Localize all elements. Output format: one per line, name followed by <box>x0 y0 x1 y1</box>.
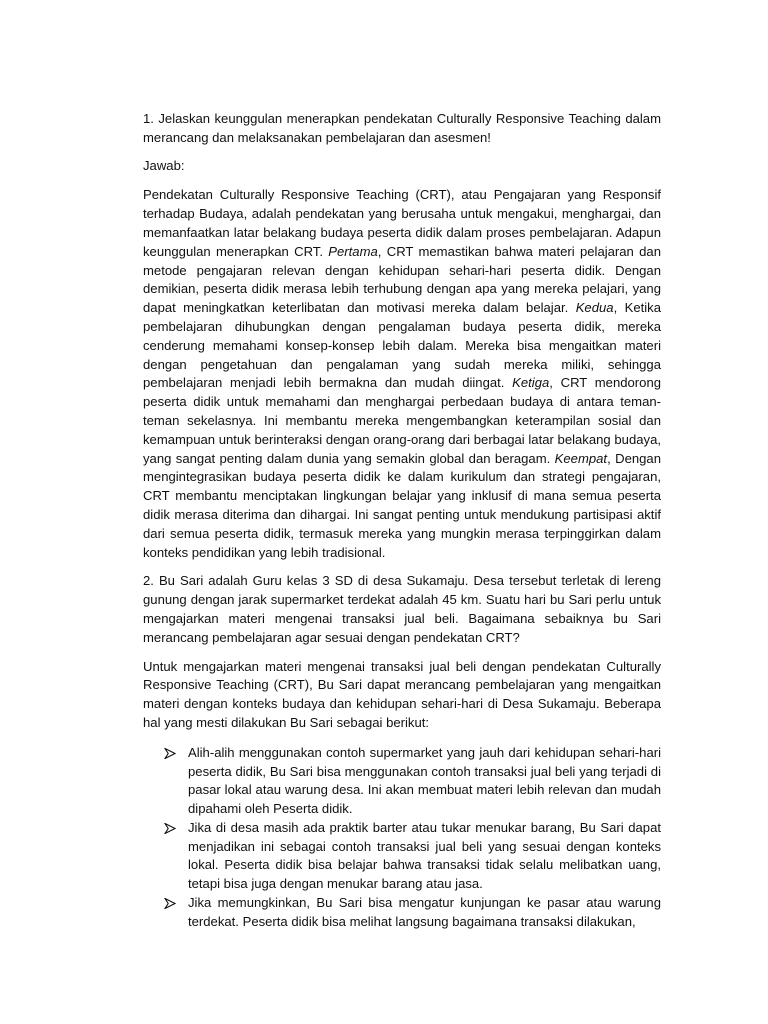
list-item-text: Alih-alih menggunakan contoh supermarket yang jauh dari kehidupan sehari-hari peserta didik, Bu Sari bisa menggunakan contoh transaksi jual beli yang terjadi di pasar lokal atau warung desa. Ini akan membuat materi lebih relevan dan mudah dipahami oleh Peserta didik. <box>188 744 661 817</box>
emphasis-keempat: Keempat <box>554 450 608 466</box>
emphasis-kedua: Kedua <box>575 300 614 316</box>
answer-1-text: , Dengan mengintegrasikan budaya peserta didik ke dalam kurikulum dan strategi pengajaran, CRT membantu menciptakan lingkungan belajar yang inklusif di mana semua peserta didik merasa diterima dan dihargai. Ini sangat penting untuk mendukung partisipasi aktif dari semua peserta didik, termasuk mereka yang mungkin merasa terpinggirkan dalam konteks pendidikan yang lebih tradisional. <box>143 450 661 560</box>
list-item-text: Jika memungkinkan, Bu Sari bisa mengatur kunjungan ke pasar atau warung terdekat. Peserta didik bisa melihat langsung bagaimana transaksi dilakukan, <box>188 895 661 929</box>
arrow-bullet-icon <box>164 823 176 834</box>
emphasis-ketiga: Ketiga <box>512 375 550 391</box>
bullet-list <box>143 744 661 932</box>
list-item-text: Jika di desa masih ada praktik barter atau tukar menukar barang, Bu Sari dapat menjadikan ini sebagai contoh transaksi jual beli yang sesuai dengan konteks lokal. Peserta didik bisa belajar bahwa transaksi tidak selalu melibatkan uang, tetapi bisa juga dengan menukar barang atau jasa. <box>188 819 661 892</box>
answer-1-text: , Ketika pembelajaran dihubungkan dengan pengalaman budaya peserta didik, mereka cenderung memahami konsep-konsep lebih dalam. Mereka bisa mengaitkan materi dengan pengetahuan dan pengalaman yang sudah mereka miliki, sehingga pembelajaran menjadi lebih bermakna dan mudah diingat. <box>143 300 662 391</box>
answer-1-text: , CRT memastikan bahwa materi pelajaran dan metode pengajaran relevan dengan kehidupan sehari-hari peserta didik. Dengan demikian, peserta didik merasa lebih terhubung dengan apa yang mereka pelajari, yang dapat meningkatkan keterlibatan dan motivasi mereka dalam belajar. <box>143 243 661 316</box>
arrow-bullet-icon <box>164 748 176 759</box>
answer-label: Jawab: <box>143 157 185 173</box>
list-item <box>143 894 661 932</box>
question-2: 2. Bu Sari adalah Guru kelas 3 SD di desa Sukamaju. Desa tersebut terletak di lereng gunung dengan jarak supermarket terdekat adalah 45 km. Suatu hari bu Sari perlu untuk mengajarkan materi mengenai transaksi jual beli. Bagaimana sebaiknya bu Sari merancang pembelajaran agar sesuai dengan pendekatan CRT? <box>143 573 661 645</box>
arrow-bullet-icon <box>164 898 176 909</box>
emphasis-pertama: Pertama <box>328 243 378 259</box>
list-item <box>143 819 661 894</box>
answer-1-text: , CRT mendorong peserta didik untuk memahami dan menghargai perbedaan budaya di antara teman-teman sekelasnya. Ini membantu mereka mengembangkan keterampilan sosial dan kemampuan untuk berinteraksi dengan orang-orang dari berbagai latar belakang budaya, yang sangat penting dalam dunia yang semakin global dan beragam. <box>143 375 662 466</box>
answer-1 <box>143 186 661 562</box>
question-1: 1. Jelaskan keunggulan menerapkan pendekatan Culturally Responsive Teaching dalam merancang dan melaksanakan pembelajaran dan asesmen! <box>143 111 661 145</box>
answer-2-intro: Untuk mengajarkan materi mengenai transaksi jual beli dengan pendekatan Culturally Responsive Teaching (CRT), Bu Sari dapat merancang pembelajaran yang mengaitkan materi dengan konteks budaya dan kehidupan sehari-hari di Desa Sukamaju. Beberapa hal yang mesti dilakukan Bu Sari sebagai berikut: <box>143 658 661 730</box>
list-item <box>143 744 661 819</box>
answer-1-text: Pendekatan Culturally Responsive Teaching (CRT), atau Pengajaran yang Responsif terhadap Budaya, adalah pendekatan yang berusaha untuk mengakui, menghargai, dan memanfaatkan latar belakang budaya peserta didik dalam proses pembelajaran. Adapun keunggulan menerapkan CRT. <box>143 187 661 259</box>
